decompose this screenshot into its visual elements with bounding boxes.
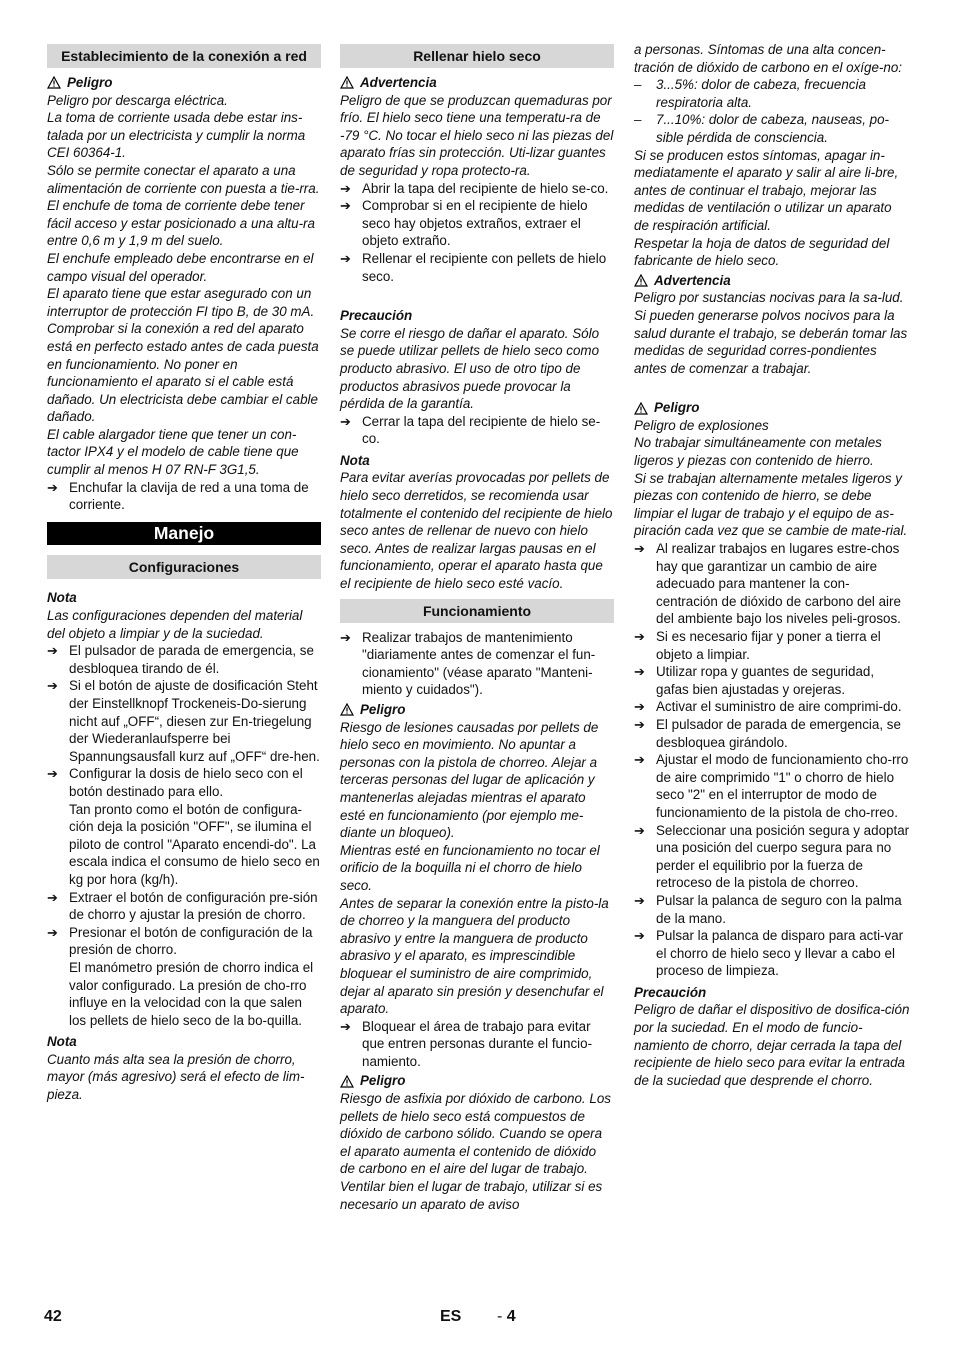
step-item: ➔ Comprobar si en el recipiente de hielo seco hay objetos extraños, extraer el objeto extraño. (340, 198, 588, 249)
arrow-icon: ➔ (340, 180, 351, 196)
para: El enchufe de toma de corriente debe tener fácil acceso y estar posicionado a una altu-ra entre 0,6 m y 1,9 m del suelo. (47, 198, 315, 249)
para: Respetar la hoja de datos de seguridad del fabricante de hielo seco. (634, 235, 890, 269)
note-label: Nota (340, 452, 370, 468)
warning-icon (340, 76, 354, 89)
arrow-icon: ➔ (634, 629, 645, 644)
arrow-icon: ➔ (634, 822, 645, 838)
arrow-icon: ➔ (634, 892, 645, 908)
warning-peligro-2 (340, 701, 614, 719)
para: No trabajar simultáneamente con metales ligeros y piezas con contenido de hierro. (634, 435, 882, 469)
arrow-icon: ➔ (47, 924, 58, 940)
warning-label: Peligro (67, 75, 113, 90)
arrow-icon: ➔ (634, 541, 645, 557)
column-2 (340, 44, 614, 1213)
warning-peligro-1 (47, 74, 321, 92)
arrow-icon: ➔ (340, 198, 351, 214)
step-continuation: El manómetro presión de chorro indica el valor configurado. La presión de cho-rro influye en la velocidad con la que salen los pellets de hielo seco de la bo-quilla. (69, 959, 314, 1028)
step-continuation: Tan pronto como el botón de configura-ción deja la posición "OFF", se ilumina el piloto de control "Aparato encendi-do". La escala indica el consumo de hielo seco en kg por hora (kg/h). (69, 801, 320, 887)
note-label: Nota (47, 1034, 77, 1050)
warning-icon (634, 402, 648, 415)
para: El aparato tiene que estar asegurado con un interruptor de protección FI tipo B, de 30 mA. (47, 286, 315, 319)
section-title-funcionamiento: Funcionamiento (340, 599, 614, 623)
para: Riesgo de lesiones causadas por pellets de hielo seco en movimiento. No apuntar a personas con la pistola de chorreo. Alejar a terceras personas del lugar de aplicación y mantenerlas alejadas mientras el aparato esté en funcionamiento (por ejemplo me-diante un bloqueo). (340, 719, 599, 841)
para: Riesgo de asfixia por dióxido de carbono. Los pellets de hielo seco está compuestos de dióxido de carbono sólido. Cuando se opera el aparato aumenta el contenido de dióxido de carbono en el aire del lugar de trabajo. Ventilar bien el lugar de trabajo, utilizar si es necesario un aparato de aviso (340, 1091, 611, 1212)
arrow-icon: ➔ (634, 752, 645, 768)
arrow-icon: ➔ (47, 643, 58, 659)
section-title-refill: Rellenar hielo seco (340, 44, 614, 68)
dash-item: – 7...10%: dolor de cabeza, nauseas, po-sible pérdida de consciencia. (634, 112, 890, 145)
warning-icon (634, 274, 648, 287)
arrow-icon: ➔ (47, 766, 58, 782)
para: Sólo se permite conectar el aparato a una alimentación de corriente con puesta a tie-rra. (47, 162, 320, 196)
para: Peligro de dañar el dispositivo de dosifica-ción por la suciedad. En el modo de funcio-namiento de chorro, dejar cerrada la tapa del recipiente de hielo seco para evitar la entrada de la suciedad que desprende el chorro. (634, 1002, 910, 1088)
caution-label: Precaución (340, 308, 413, 324)
step-item: ➔ Bloquear el área de trabajo para evitar que entren personas durante el funcio-namiento. (340, 1018, 593, 1069)
step-item: ➔ Presionar el botón de configuración de la presión de chorro. (47, 924, 313, 958)
step-item: ➔ Cerrar la tapa del recipiente de hielo se-co. (340, 413, 601, 447)
warning-peligro-3 (340, 1072, 614, 1090)
note-label: Nota (47, 590, 77, 606)
section-number: - 4 (497, 1308, 516, 1325)
para: Si se producen estos síntomas, apagar in-mediatamente el aparato y salir al aire li-bre, antes de continuar el trabajo, mejorar las medidas de ventilación o utilizar un aparato de respiración artificial. (634, 147, 899, 233)
step-item: ➔ Rellenar el recipiente con pellets de hielo seco. (340, 250, 607, 284)
column-3 (634, 41, 910, 1089)
warning-label: Peligro (654, 400, 700, 416)
caution-label: Precaución (634, 984, 707, 1000)
para: Peligro de explosiones (634, 417, 769, 433)
arrow-icon: ➔ (47, 678, 58, 694)
step-item: ➔ Si es necesario fijar y poner a tierra el objeto a limpiar. (634, 629, 881, 662)
note-text: Cuanto más alta sea la presión de chorro, mayor (más agresivo) será el efecto de lim-pieza. (47, 1051, 305, 1103)
section-title-config: Configuraciones (47, 555, 321, 579)
para: Si se trabajan alternamente metales ligeros y piezas con contenido de hierro, se debe limpiar el lugar de trabajo y el equipo de as-piración cada vez que se cambie de mate-rial. (634, 470, 908, 539)
para: Se corre el riesgo de dañar el aparato. Sólo se puede utilizar pellets de hielo seco como producto abrasivo. El uso de otro tipo de productos abrasivos puede provocar la pérdida de la garantía. (340, 325, 600, 412)
warning-peligro-4 (634, 399, 910, 417)
step-item: ➔ El pulsador de parada de emergencia, se desbloquea tirando de él. (47, 643, 314, 676)
step-item: ➔ Al realizar trabajos en lugares estre-chos hay que garantizar un cambio de aire adecuado para mantener la con-centración de dióxido de carbono del aire del ambiente bajo los niveles peli-grosos. (634, 541, 901, 627)
arrow-icon: ➔ (47, 479, 58, 495)
arrow-icon: ➔ (340, 250, 351, 266)
arrow-icon: ➔ (340, 629, 351, 645)
step-item: ➔ Seleccionar una posición segura y adoptar una posición del cuerpo segura para no perder el equilibrio por la fuerza de retroceso de la pistola de chorreo. (634, 822, 910, 891)
step-item: ➔ Enchufar la clavija de red a una toma de corriente. (47, 479, 309, 513)
para: La toma de corriente usada debe estar ins-talada por un electricista y cumplir la norma CEI 60364-1. (47, 110, 306, 161)
column-1 (47, 44, 321, 1104)
warning-label: Advertencia (360, 75, 437, 90)
section-title-connection: Establecimiento de la conexión a red (47, 44, 321, 68)
step-item: ➔ Extraer el botón de configuración pre-sión de chorro y ajustar la presión de chorro. (47, 889, 318, 923)
step-item: ➔ Pulsar la palanca de seguro con la palma de la mano. (634, 892, 902, 926)
para: Mientras esté en funcionamiento no tocar el orificio de la boquilla ni el chorro de hielo seco. (340, 842, 600, 893)
warning-icon (47, 76, 61, 89)
arrow-icon: ➔ (634, 699, 645, 715)
step-item: ➔ Pulsar la palanca de disparo para acti-var el chorro de hielo seco y llevar a cabo el proceso de limpieza. (634, 928, 904, 979)
para: Peligro por descarga eléctrica. (47, 92, 228, 108)
step-item: ➔ Configurar la dosis de hielo seco con el botón destinado para ello. (47, 766, 303, 799)
para: a personas. Síntomas de una alta concen-tración de dióxido de carbono en el oxíge-no: (634, 42, 902, 75)
para: Antes de separar la conexión entre la pisto-la de chorreo y la manguera del producto abrasivo y entre la manguera de producto abrasivo y el aparato, es imprescindible bloquear el suministro de aire comprimido, dejar al aparato sin presión y desenchufar el aparato. (340, 895, 609, 1017)
warning-advertencia-2 (634, 272, 910, 290)
step-item: ➔ Ajustar el modo de funcionamiento cho-rro de aire comprimido "1" o chorro de hielo seco "2" en el interruptor de modo de funcionamiento de la pistola de cho-rreo. (634, 752, 909, 820)
warning-label: Peligro (360, 1073, 406, 1089)
step-item: ➔ Realizar trabajos de mantenimiento "diariamente antes de comenzar el fun-cionamiento" (véase aparato "Manteni-miento y cuidados"). (340, 629, 596, 698)
arrow-icon: ➔ (634, 928, 645, 944)
warning-icon (340, 1075, 354, 1088)
arrow-icon: ➔ (634, 664, 645, 680)
para: Peligro por sustancias nocivas para la sa-lud. Si pueden generarse polvos nocivos para la salud durante el trabajo, se deberán tomar las medidas de seguridad corres-pondientes antes de comenzar a trabajar. (634, 290, 908, 376)
arrow-icon: ➔ (340, 1018, 351, 1034)
page-number: 42 (44, 1308, 62, 1325)
warning-label: Peligro (360, 702, 406, 717)
para: Peligro de que se produzcan quemaduras por frío. El hielo seco tiene una temperatu-ra de -79 °C. No tocar el hielo seco ni las piezas del aparato frías sin protección. Uti-lizar guantes de seguridad y ropa protecto-ra. (340, 92, 614, 178)
warning-advertencia (340, 74, 614, 92)
step-item: ➔ Si el botón de ajuste de dosificación Steht der Einstellknopf Trockeneis-Do-sierung nicht auf „OFF“, diesen zur En-triegelung der Wiederanlaufsperre bei Spannungsausfall kurz auf „OFF“ dre-hen. (47, 678, 320, 764)
para: Para evitar averías provocadas por pellets de hielo seco derretidos, se recomienda usar totalmente el contenido del recipiente de hielo seco antes de rellenar de nuevo con hielo seco. Antes de realizar largas pausas en el funcionamiento, operar el aparato hasta que el recipiente de hielo seco esté vacío. (340, 470, 613, 592)
warning-icon (340, 703, 354, 716)
warning-label: Advertencia (654, 272, 731, 288)
language-code: ES (440, 1308, 462, 1325)
step-item: ➔ Abrir la tapa del recipiente de hielo se-co. (340, 180, 609, 196)
para: El cable alargador tiene que tener un con-tactor IPX4 y el modelo de cable tiene que cumplir al menos H 07 RN-F 3G1,5. (47, 426, 299, 478)
step-item: ➔ Activar el suministro de aire comprimi-do. (634, 699, 902, 715)
arrow-icon: ➔ (47, 889, 58, 905)
para: El enchufe empleado debe encontrarse en el campo visual del operador. (47, 250, 314, 284)
note-text: Las configuraciones dependen del material del objeto a limpiar y de la suciedad. (47, 608, 303, 641)
arrow-icon: ➔ (634, 716, 645, 732)
para: Comprobar si la conexión a red del aparato está en perfecto estado antes de cada puesta en funcionamiento. No poner en funcionamiento el aparato si el cable está dañado. Un electricista debe cambiar el cable dañado. (47, 321, 319, 425)
arrow-icon: ➔ (340, 413, 351, 429)
step-item: ➔ El pulsador de parada de emergencia, se desbloquea girándolo. (634, 716, 901, 750)
dash-item: – 3...5%: dolor de cabeza, frecuencia respiratoria alta. (634, 77, 866, 110)
chapter-title-manejo: Manejo (47, 522, 321, 546)
step-item: ➔ Utilizar ropa y guantes de seguridad, gafas bien ajustadas y orejeras. (634, 664, 875, 697)
